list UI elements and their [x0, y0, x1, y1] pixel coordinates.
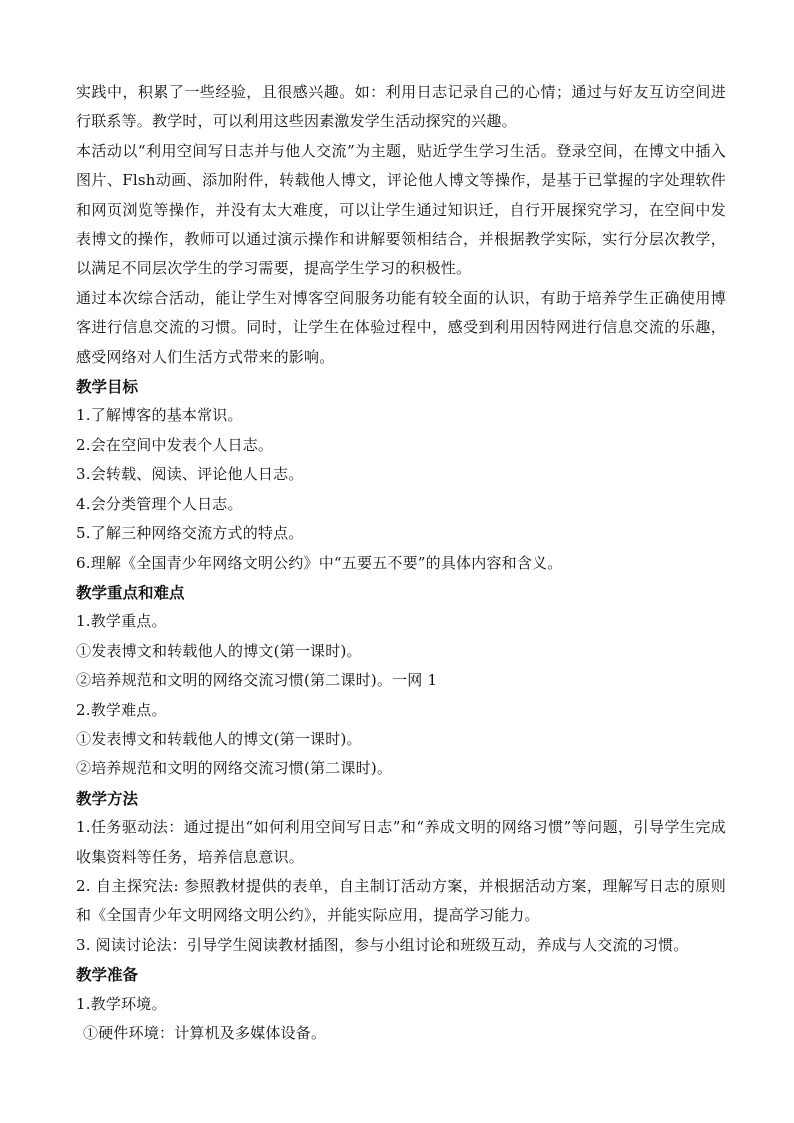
goal-item: 4.会分类管理个人日志。	[76, 494, 243, 513]
goal-item: 5.了解三种网络交流方式的特点。	[76, 524, 304, 543]
key-point-item: ②培养规范和文明的网络交流习惯(第二课时)。	[76, 759, 393, 778]
goal-item: 2.会在空间中发表个人日志。	[76, 435, 274, 454]
method-item: 1.任务驱动法：通过提出“如何利用空间写日志”和“养成文明的网络习惯”等问题，引导学生完成收集资料等任务，培养信息意识。	[76, 818, 726, 866]
method-item: 3. 阅读讨论法：引导学生阅读教材插图，参与小组讨论和班级互动，养成与人交流的习惯。	[76, 935, 689, 954]
key-point-item: 2.教学难点。	[76, 700, 167, 719]
key-point-item: ①发表博文和转载他人的博文(第一课时)。	[76, 641, 362, 660]
intro-paragraph-1: 实践中，积累了一些经验，且很感兴趣。如：利用日志记录自己的心情；通过与好友互访空间进行联系等。教学时，可以利用这些因素激发学生活动探究的兴趣。	[76, 83, 726, 131]
intro-paragraph-3: 通过本次综合活动，能让学生对博客空间服务功能有较全面的认识，有助于培养学生正确使用博客进行信息交流的习惯。同时，让学生在体验过程中，感受到利用因特网进行信息交流的乐趣，感受网络对人们生活方式带来的影响。	[76, 288, 726, 366]
key-point-item: ①发表博文和转载他人的博文(第一课时)。	[76, 729, 362, 748]
document-page	[76, 78, 726, 1048]
key-point-item: 1.教学重点。	[76, 612, 167, 631]
goal-item: 6.理解《全国青少年网络文明公约》中“五要五不要”的具体内容和含义。	[76, 553, 563, 572]
section-heading-goals: 教学目标	[76, 377, 139, 397]
goal-item: 3.会转载、阅读、评论他人日志。	[76, 465, 304, 484]
preparation-item: ①硬件环境：计算机及多媒体设备。	[83, 1024, 327, 1042]
goal-item: 1.了解博客的基本常识。	[76, 406, 243, 425]
section-heading-methods: 教学方法	[76, 788, 139, 808]
section-heading-preparation: 教学准备	[76, 965, 139, 985]
intro-paragraph-2: 本活动以“利用空间写日志并与他人交流”为主题，贴近学生学习生活。登录空间，在博文中插入图片、Flsh动画、添加附件，转载他人博文，评论他人博文等操作，是基于已掌握的字处理软件和网页浏览等操作，并没有太大难度，可以让学生通过知识迁，自行开展探究学习，在空间中发表博文的操作，教师可以通过演示操作和讲解要领相结合，并根据教学实际，实行分层次教学，以满足不同层次学生的学习需要，提高学生学习的积极性。	[76, 141, 726, 278]
method-item: 2. 自主探究法: 参照教材提供的表单，自主制订活动方案，并根据活动方案，理解写日志的原则和《全国青少年文明网络文明公约》，并能实际应用，提高学习能力。	[76, 876, 726, 925]
preparation-item: 1.教学环境。	[76, 994, 167, 1013]
key-point-item: ②培养规范和文明的网络交流习惯(第二课时)。一网 1	[76, 671, 438, 690]
section-heading-key-points: 教学重点和难点	[76, 582, 185, 602]
